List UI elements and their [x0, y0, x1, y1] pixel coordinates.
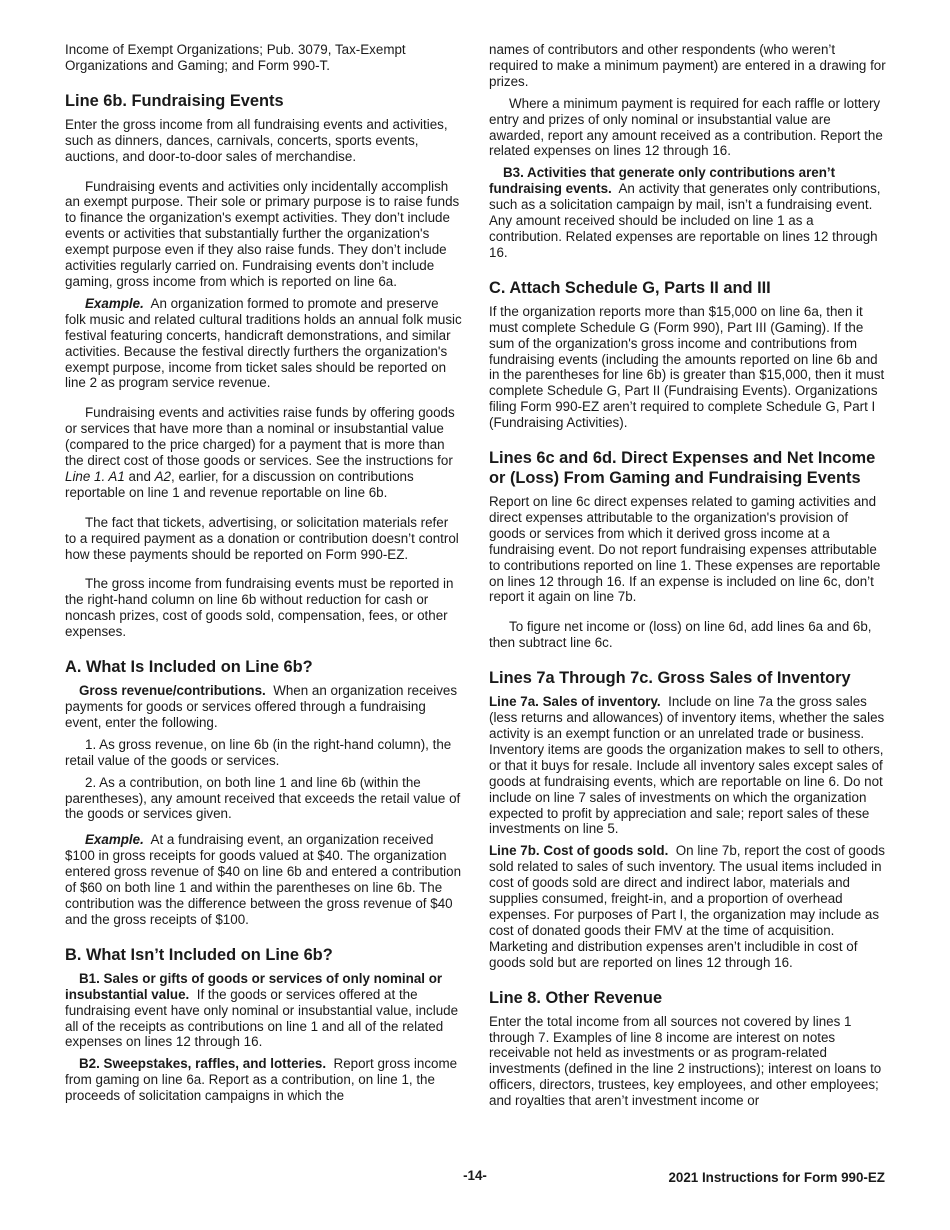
heading-line-6b: Line 6b. Fundraising Events — [65, 91, 284, 110]
section-a-intro — [65, 683, 462, 731]
example-1-label: Example. — [85, 295, 144, 311]
continued-paragraph: names of contributors and other respondents (who weren’t required to make a minimum payment) are entered in a drawing for prizes. — [489, 42, 886, 89]
minimum-payment-paragraph: Where a minimum payment is required for each raffle or lottery entry and prizes of only nominal or insubstantial value are awarded, report any amount received as a contribution. Report the related expenses on lines 12 through 16. — [489, 95, 883, 159]
heading-section-c: C. Attach Schedule G, Parts II and III — [489, 278, 771, 297]
section-c-paragraph: If the organization reports more than $15,000 on line 6a, then it must complete Schedule G (Form 990), Part III (Gaming). If the sum of the organization's gross income and contributions from fundraising events (including the amounts reported on line 6b and in the parentheses for line 6b) is greater than $15,000, then it must complete Schedule G, Part II (Fundraising Events). Organizations filing Form 990-EZ aren’t required to complete Schedule G, Part I (Fundraising Activities). — [489, 303, 885, 431]
section-a-text: When an organization receives payments for goods or services offered through a fundraising event, enter the following. — [65, 683, 458, 730]
b2-text: Report gross income from gaming on line 6a. Report as a contribution, on line 1, the proceeds of solicitation campaigns in which the — [65, 1056, 458, 1104]
line-7b-text: On line 7b, report the cost of goods sold related to sales of such inventory. The usual items included in cost of goods sold are direct and indirect labor, materials and supplies consumed, freight-in, and a proportion of overhead expenses. For purposes of Part I, the organization may include as cost of donated goods their FMV at the time of acquisition. Marketing and distribution expenses aren’t includible in cost of goods sold but are reported on lines 12 through 16. — [489, 843, 885, 970]
line-7a-text: Include on line 7a the gross sales (less returns and allowances) of inventory items, whether the sales activity is an exempt function or an unrelated trade or business. Inventory items are goods the organization makes to sell to others, or that it buys for resale. Include all inventory sales except sales of goods at fundraising events, which are reportable on line 6. Do not include on line 7 sales of investments on which the organization expected to profit by appreciation and sale; report sales of these investments on line 5. — [489, 694, 885, 837]
line-8-paragraph: Enter the total income from all sources not covered by lines 1 through 7. Examples of line 8 income are interest on notes receivable not held as investments or as program-related investments (defined in the line 2 instructions); interest on loans to officers, directors, trustees, key employees, and other employees; and royalties that aren’t investment income or — [489, 1013, 882, 1109]
paragraph-6c-1: Report on line 6c direct expenses related to gaming activities and direct expenses attributable to the organization's provision of goods or services from which it derived gross income at a fundraising event. Do not report fundraising expenses attributable to contributions reported on line 1. These expenses are reportable on lines 12 through 16. If an expense is included on line 6c, don’t report it again on line 7b. — [489, 494, 881, 605]
paragraph-6b-3-and: and — [128, 468, 151, 484]
right-column — [489, 42, 886, 1115]
heading-section-b: B. What Isn’t Included on Line 6b? — [65, 945, 333, 964]
line-7b-paragraph — [489, 843, 886, 970]
paragraph-6b-3-text-a: Fundraising events and activities raise funds by offering goods or services that have more than a nominal or insubstantial value (compared to the price charged) for a payment that is more than the direct cost of those goods or services. See the instructions for — [65, 405, 455, 469]
line-7b-lead: Line 7b. Cost of goods sold. — [489, 843, 669, 859]
page-number: -14- — [463, 1168, 487, 1183]
paragraph-6b-3 — [65, 405, 462, 500]
example-2-text: At a fundraising event, an organization received $100 in gross receipts for goods valued at $40. The organization entered gross revenue of $40 on line 6b and entered a contribution of $60 on both line 1 and within the parentheses on line 6b. The contribution was the difference between the gross revenue of $40 and the gross receipts of $100. — [65, 832, 462, 927]
example-1-text: An organization formed to promote and preserve folk music and related cultural traditions holds an annual folk music festival featuring concerts, handicraft demonstrations, and similar activities. Because the festival directly furthers the organization's exempt purpose, income from ticket sales should be reported on line 2 as program service revenue. — [65, 295, 462, 391]
paragraph-6b-1: Enter the gross income from all fundraising events and activities, such as dinners, dances, carnivals, concerts, sports events, auctions, and door-to-door sales of merchandise. — [65, 116, 448, 164]
b3-lead: B3. Activities that generate only contributions aren’t fundraising events. — [489, 165, 836, 197]
heading-section-a: A. What Is Included on Line 6b? — [65, 658, 313, 677]
section-a-item-1: 1. As gross revenue, on line 6b (in the right-hand column), the retail value of the goods or services. — [65, 736, 452, 768]
b3-text: An activity that generates only contributions, such as a solicitation campaign by mail, isn’t a fundraising event. Any amount received should be included on line 1 as a contribution. Related expenses are reportable on lines 12 through 16. — [489, 181, 881, 260]
intro-paragraph: Income of Exempt Organizations; Pub. 3079, Tax-Exempt Organizations and Gaming; and Form 990-T. — [65, 42, 406, 73]
paragraph-6c-2: To figure net income or (loss) on line 6d, add lines 6a and 6b, then subtract line 6c. — [489, 619, 872, 651]
line-7a-lead: Line 7a. Sales of inventory. — [489, 694, 661, 710]
left-column — [65, 42, 462, 1110]
paragraph-6b-3-text-b: , earlier, for a discussion on contributions reportable on line 1 and revenue reportable on line 6b. — [65, 468, 414, 500]
b1-paragraph — [65, 971, 462, 1051]
section-a-lead: Gross revenue/contributions. — [79, 683, 266, 699]
heading-line-8: Line 8. Other Revenue — [489, 988, 663, 1007]
example-1 — [65, 296, 462, 391]
b3-paragraph — [489, 165, 886, 260]
b2-lead: B2. Sweepstakes, raffles, and lotteries. — [79, 1056, 327, 1072]
example-2 — [65, 832, 462, 927]
example-2-label: Example. — [85, 832, 144, 848]
paragraph-6b-2: Fundraising events and activities only incidentally accomplish an exempt purpose. Their sole or primary purpose is to raise funds to finance the organization's exempt activities. They don’t include events or activities that substantially further the organization's exempt purpose even if they also raise funds. They don’t include activities regularly carried on. Fundraising events don’t include gaming, gross income from which is reported on line 6a. — [65, 178, 460, 289]
line-7a-paragraph — [489, 694, 886, 837]
b2-paragraph — [65, 1056, 462, 1104]
footer-document-title: 2021 Instructions for Form 990-EZ — [668, 1170, 885, 1185]
section-a-item-2: 2. As a contribution, on both line 1 and line 6b (within the parentheses), any amount received that exceeds the retail value of the goods or services given. — [65, 774, 461, 822]
b1-lead: B1. Sales or gifts of goods or services of only nominal or insubstantial value. — [65, 970, 443, 1002]
paragraph-6b-5: The gross income from fundraising events must be reported in the right-hand column on line 6b without reduction for cash or noncash prizes, cost of goods sold, compensation, fees, or other expenses. — [65, 576, 454, 640]
heading-lines-6c-6d: Lines 6c and 6d. Direct Expenses and Net Income or (Loss) From Gaming and Fundraising Events — [489, 449, 876, 488]
paragraph-6b-4: The fact that tickets, advertising, or solicitation materials refer to a required payment as a donation or contribution doesn’t control how these payments should be reported on Form 990-EZ. — [65, 514, 459, 562]
reference-a2: A2 — [154, 468, 172, 484]
heading-lines-7a-7c: Lines 7a Through 7c. Gross Sales of Inventory — [489, 669, 851, 688]
reference-line-1-a1: Line 1. A1 — [65, 468, 125, 484]
b1-text: If the goods or services offered at the fundraising event have only nominal or insubstantial value, include all of the receipts as contributions on line 1 and all of the related expenses on lines 12 through 16. — [65, 986, 459, 1050]
